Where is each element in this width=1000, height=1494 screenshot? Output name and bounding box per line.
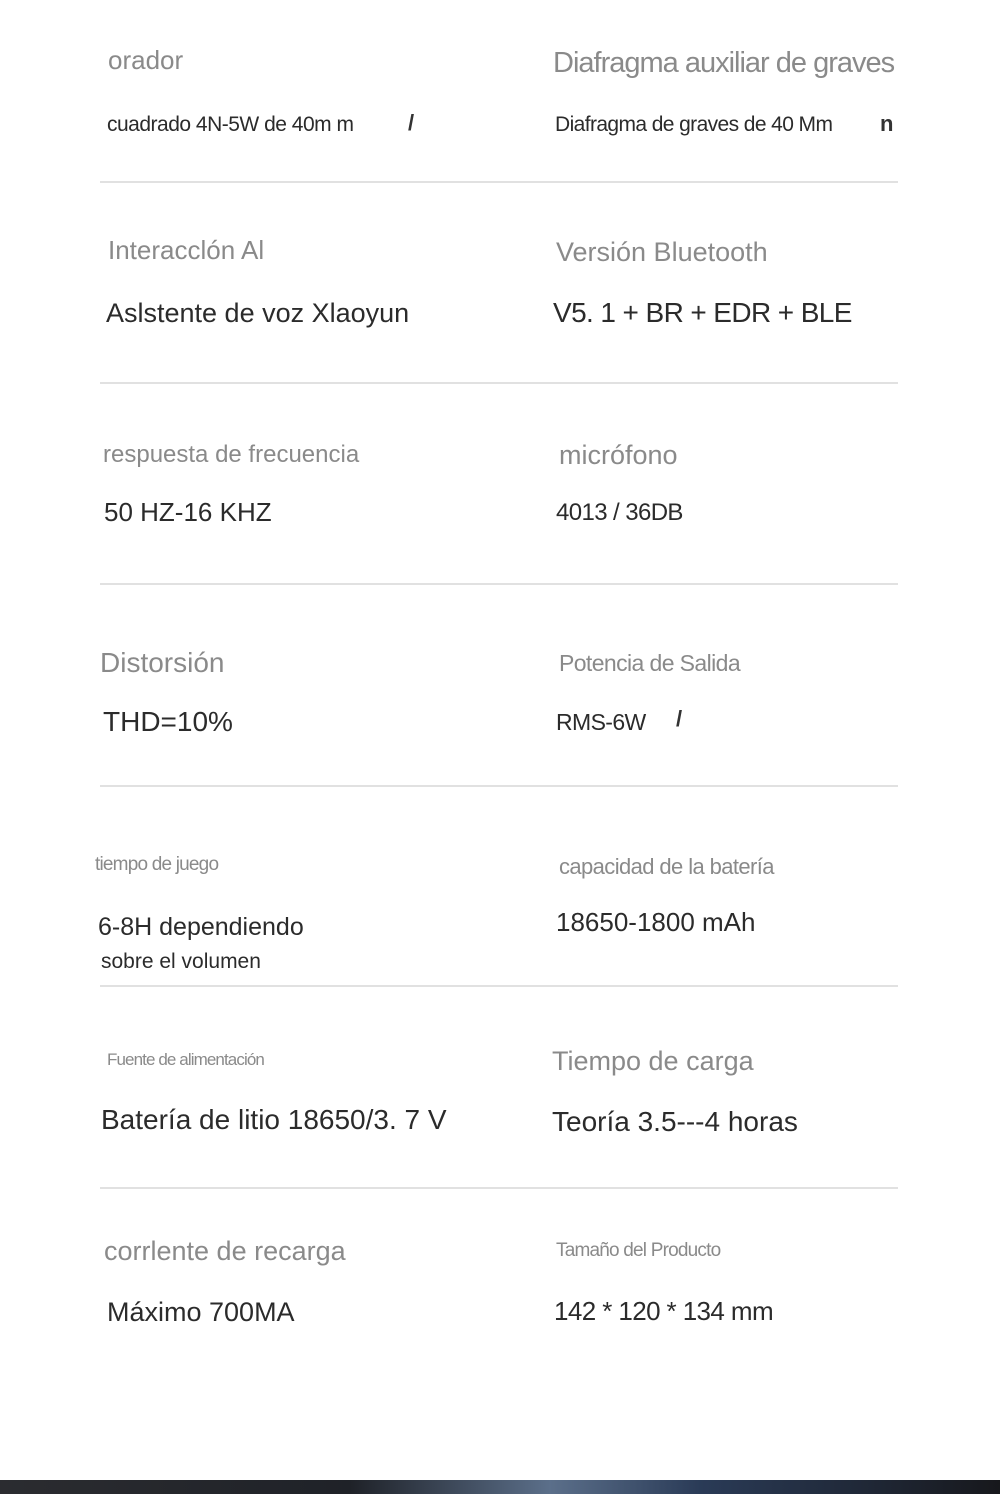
row-divider <box>100 181 898 183</box>
spec-label-bass-diaphragm: Diafragma auxiliar de graves <box>553 47 895 79</box>
spec-value-battery-capacity: 18650-1800 mAh <box>556 907 756 937</box>
artifact-mark: / <box>408 110 415 135</box>
spec-value-play-time: 6-8H dependiendo <box>98 913 304 941</box>
artifact-mark: n <box>880 111 894 136</box>
row-divider <box>100 382 898 384</box>
row-divider <box>100 785 898 787</box>
row-divider <box>100 1187 898 1189</box>
spec-value-frequency-response: 50 HZ-16 KHZ <box>104 497 272 527</box>
spec-label-ai-interaction: Interacclón Al <box>108 235 265 265</box>
spec-value-bass-diaphragm: Diafragma de graves de 40 Mm <box>555 113 833 136</box>
spec-label-distortion: Distorsión <box>100 647 225 678</box>
spec-value-distortion: THD=10% <box>103 706 233 737</box>
spec-label-frequency-response: respuesta de frecuencia <box>103 441 360 468</box>
spec-value-charging-time: Teoría 3.5---4 horas <box>552 1106 798 1137</box>
spec-label-product-size: Tamaño del Producto <box>556 1240 721 1261</box>
row-divider <box>100 985 898 987</box>
spec-label-charging-time: Tiempo de carga <box>552 1046 754 1076</box>
spec-value-microphone: 4013 / 36DB <box>556 499 683 526</box>
spec-label-charging-current: corrlente de recarga <box>104 1236 346 1266</box>
spec-label-battery-capacity: capacidad de la batería <box>559 854 774 879</box>
spec-label-speaker: orador <box>108 45 184 75</box>
spec-label-bluetooth-version: Versión Bluetooth <box>556 237 768 267</box>
spec-value-ai-interaction: Aslstente de voz Xlaoyun <box>106 298 410 328</box>
spec-value-power-source: Batería de litio 18650/3. 7 V <box>101 1104 447 1135</box>
spec-label-play-time: tiempo de juego <box>95 854 219 875</box>
artifact-mark: / <box>676 706 683 731</box>
spec-value-play-time-line2: sobre el volumen <box>101 950 261 973</box>
spec-value-speaker: cuadrado 4N-5W de 40m m <box>107 113 354 136</box>
spec-value-charging-current: Máximo 700MA <box>107 1297 295 1327</box>
spec-value-bluetooth-version: V5. 1 + BR + EDR + BLE <box>553 297 852 328</box>
bottom-image-strip <box>0 1480 1000 1494</box>
spec-value-output-power: RMS-6W <box>556 709 646 735</box>
spec-label-power-source: Fuente de alimentación <box>107 1050 264 1069</box>
spec-label-microphone: micrófono <box>559 440 678 470</box>
row-divider <box>100 583 898 585</box>
spec-label-output-power: Potencia de Salida <box>559 650 741 676</box>
spec-value-product-size: 142 * 120 * 134 mm <box>554 1296 774 1326</box>
